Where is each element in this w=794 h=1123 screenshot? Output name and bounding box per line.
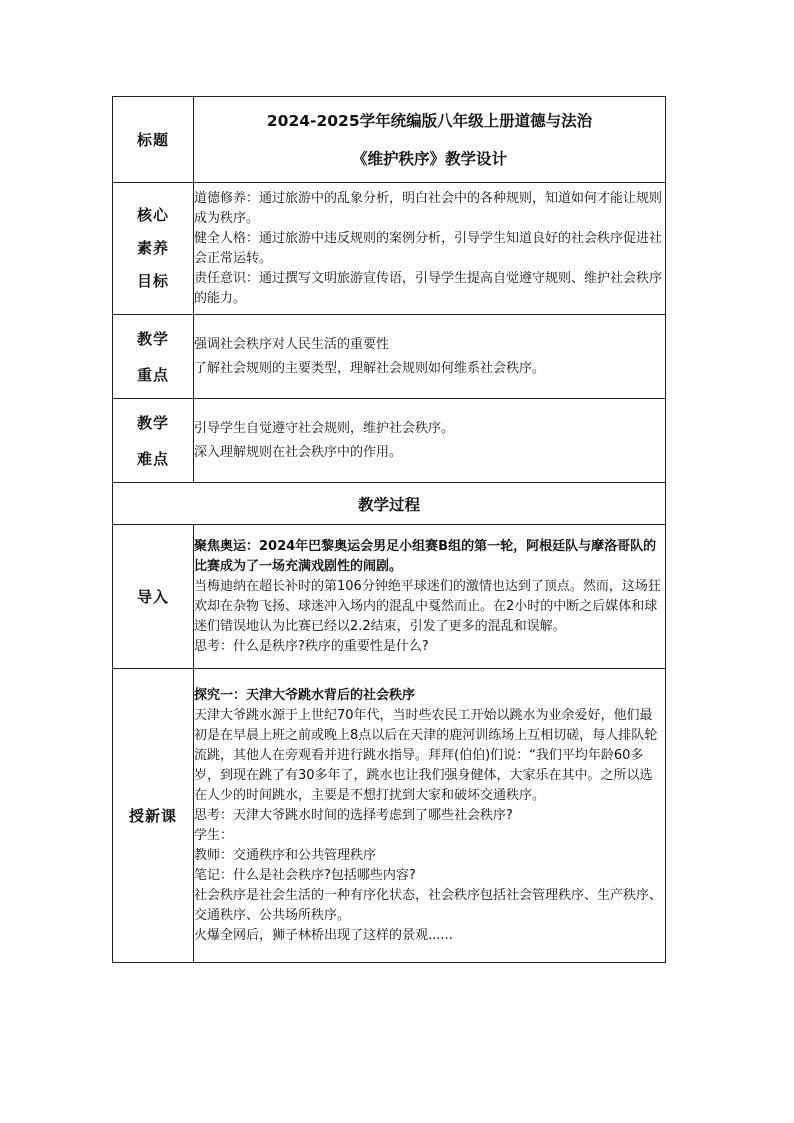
key-point-item: 强调社会秩序对人民生活的重要性: [194, 336, 390, 352]
title-row: [113, 97, 666, 183]
intro-question: 思考：什么是秩序?秩序的重要性是什么?: [194, 638, 429, 654]
new-lesson-heading: 探究一：天津大爷跳水背后的社会秩序: [194, 687, 416, 703]
intro-heading: 聚焦奥运：2024年巴黎奥运会男足小组赛B组的第一轮，阿根廷队与摩洛哥队的比赛成为了一场充满戏剧性的闹剧。: [194, 538, 657, 574]
difficult-label-line: 难点: [136, 449, 169, 468]
goal-item: 道德修养：通过旅游中的乱象分析，明白社会中的各种规则，知道如何才能让规则成为秩序。: [194, 190, 663, 226]
process-title: 教学过程: [113, 483, 666, 525]
key-points-content: [194, 315, 666, 399]
new-lesson-label: 授新课: [113, 669, 194, 963]
key-point-item: 了解社会规则的主要类型，理解社会规则如何维系社会秩序。: [194, 360, 546, 376]
goals-label-line: 核心: [136, 206, 169, 224]
goals-label-line: 素养: [136, 239, 169, 257]
goal-item: 健全人格：通过旅游中违反规则的案例分析，引导学生知道良好的社会秩序促进社会正常运转。: [194, 230, 663, 266]
goals-label: [113, 183, 194, 315]
intro-paragraph: 当梅迪纳在超长补时的第106分钟绝平球迷们的激情也达到了顶点。然而，这场狂欢却在杂物飞扬、球迷冲入场内的混乱中戛然而止。在2小时的中断之后媒体和球迷们错误地认为比赛已经以2.2结束，引发了更多的混乱和误解。: [194, 578, 661, 634]
process-header-row: [113, 483, 666, 525]
new-lesson-content: [194, 669, 666, 963]
difficult-points-row: [113, 399, 666, 483]
difficult-points-content: [194, 399, 666, 483]
key-points-row: [113, 315, 666, 399]
new-lesson-student: 学生：: [194, 827, 234, 843]
key-label-line: 教学: [136, 329, 169, 348]
new-lesson-row: [113, 669, 666, 963]
goal-item: 责任意识：通过撰写文明旅游宣传语，引导学生提高自觉遵守规则、维护社会秩序的能力。: [194, 270, 663, 306]
goals-content: [194, 183, 666, 315]
document-title: [194, 97, 666, 183]
new-lesson-paragraph: 天津大爷跳水源于上世纪70年代，当时些农民工开始以跳水为业余爱好，他们最初是在早晨上班之前或晚上8点以后在天津的鹿河训练场上互相切磋，每人排队轮流跳，其他人在旁观看并进行跳水指导。拜拜(伯伯)们说：“我们平均年龄60多岁，到现在跳了有30多年了，跳水也让我们强身健体，大家乐在其中。之所以选在人少的时间跳水，主要是不想打扰到大家和破坏交通秩序。: [194, 707, 658, 803]
difficult-points-label: [113, 399, 194, 483]
lesson-plan-table: [112, 96, 666, 963]
key-label-line: 重点: [136, 365, 169, 384]
title-line-1: 2024-2025学年统编版八年级上册道德与法治: [266, 111, 593, 130]
new-lesson-definition: 社会秩序是社会生活的一种有序化状态，社会秩序包括社会管理秩序、生产秩序、交通秩序、公共场所秩序。: [194, 887, 663, 923]
key-points-label: [113, 315, 194, 399]
title-label: 标题: [113, 97, 194, 183]
intro-label: 导入: [113, 525, 194, 669]
goals-row: [113, 183, 666, 315]
new-lesson-teacher: 教师：交通秩序和公共管理秩序: [194, 847, 377, 863]
difficult-point-item: 引导学生自觉遵守社会规则，维护社会秩序。: [194, 420, 455, 436]
new-lesson-note: 笔记：什么是社会秩序?包括哪些内容?: [194, 867, 416, 883]
intro-row: [113, 525, 666, 669]
difficult-label-line: 教学: [136, 413, 169, 432]
new-lesson-question: 思考：天津大爷跳水时间的选择考虑到了哪些社会秩序?: [194, 807, 513, 823]
difficult-point-item: 深入理解规则在社会秩序中的作用。: [194, 444, 403, 460]
intro-content: [194, 525, 666, 669]
title-line-2: 《维护秩序》教学设计: [351, 149, 507, 168]
new-lesson-continuation: 火爆全网后，狮子林桥出现了这样的景观......: [194, 927, 453, 943]
goals-label-line: 目标: [136, 272, 169, 290]
